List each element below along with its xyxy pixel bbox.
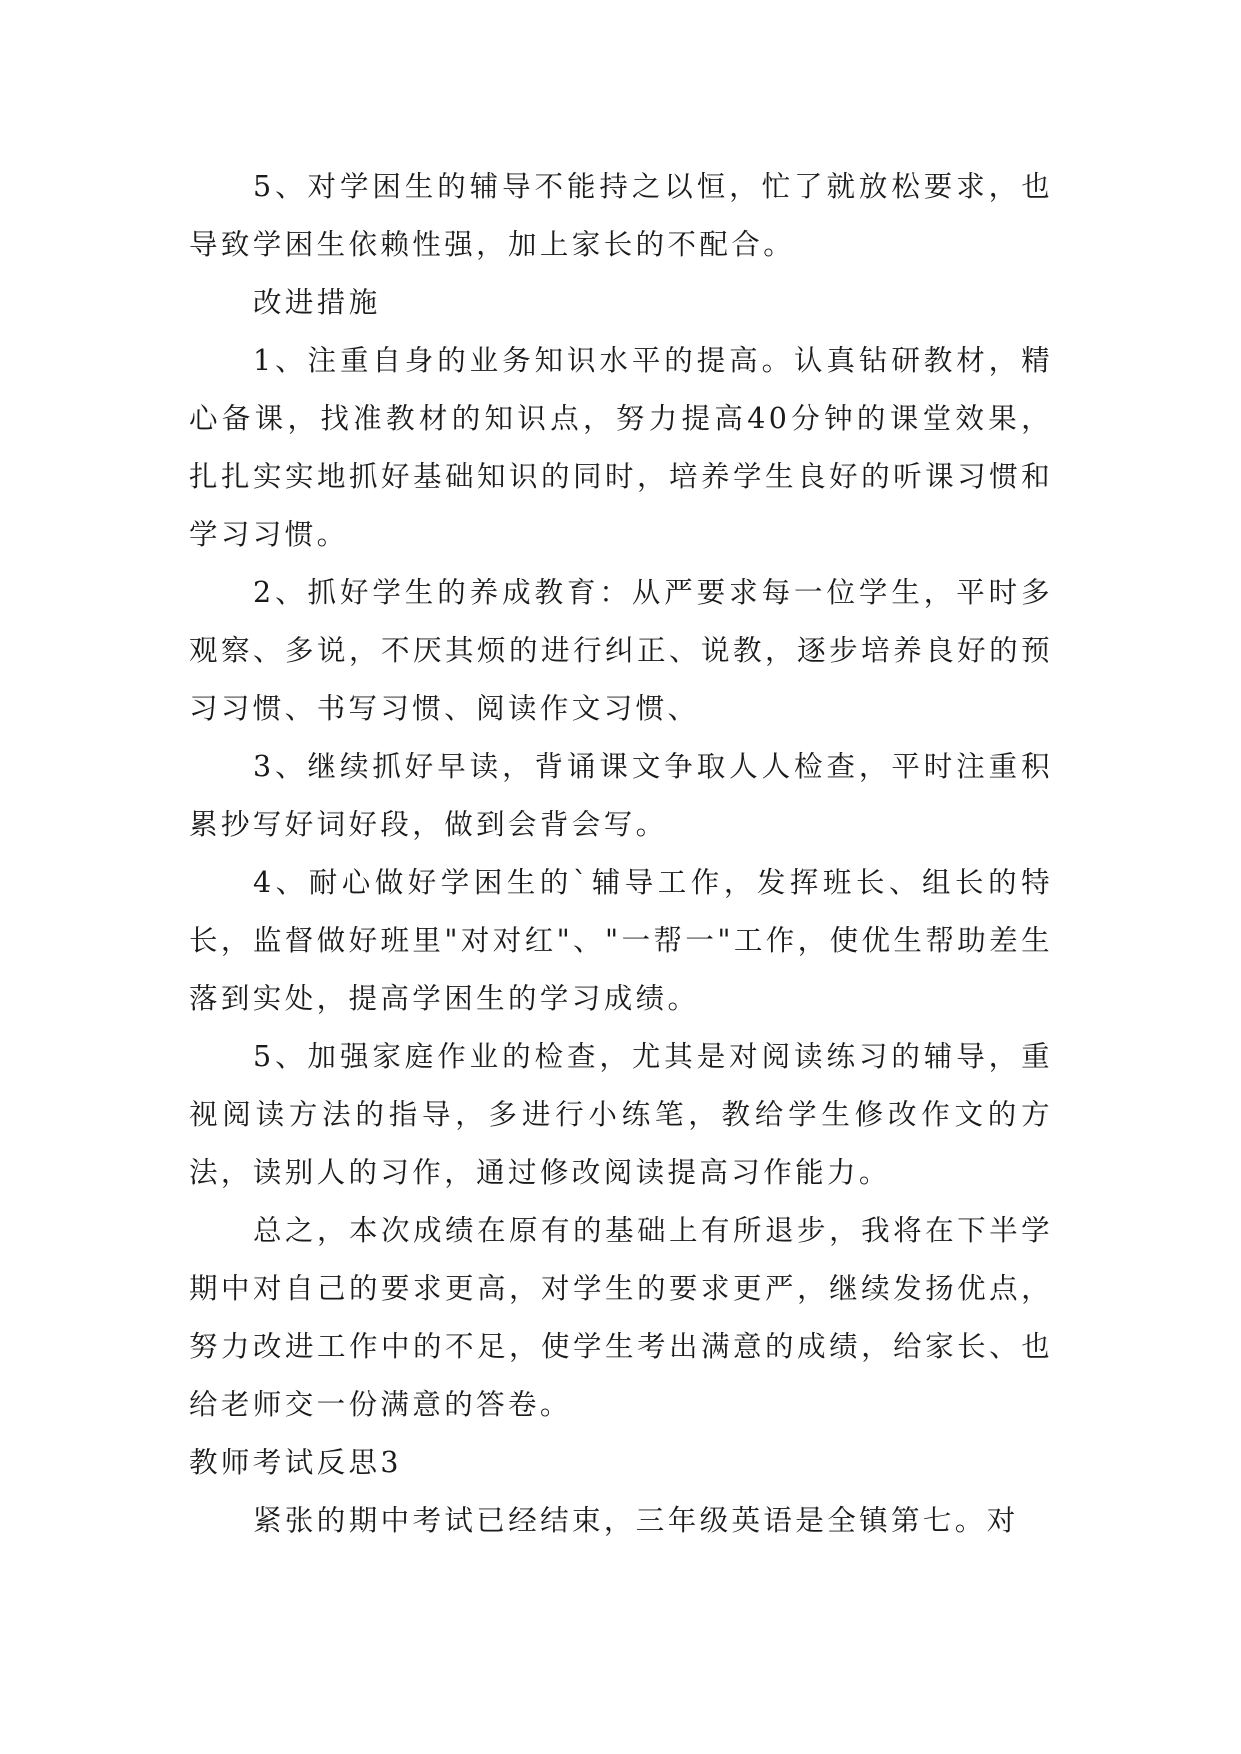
paragraph-measure-2: 2、抓好学生的养成教育：从严要求每一位学生，平时多观察、多说，不厌其烦的进行纠正、说教，逐步培养良好的预习习惯、书写习惯、阅读作文习惯、: [189, 576, 1053, 725]
section-heading-improvement-measures: 改进措施: [253, 286, 381, 319]
article-title: 教师考试反思3: [189, 1446, 402, 1479]
paragraph-conclusion: 总之，本次成绩在原有的基础上有所退步，我将在下半学期中对自己的要求更高，对学生的要求更严，继续发扬优点，努力改进工作中的不足，使学生考出满意的成绩，给家长、也给老师交一份满意的答卷。: [189, 1214, 1053, 1421]
paragraph-measure-1: 1、注重自身的业务知识水平的提高。认真钻研教材，精心备课，找准教材的知识点，努力提高40分钟的课堂效果，扎扎实实地抓好基础知识的同时，培养学生良好的听课习惯和学习习惯。: [189, 344, 1053, 551]
paragraph-tutoring-issue: 5、对学困生的辅导不能持之以恒，忙了就放松要求，也导致学困生依赖性强，加上家长的不配合。: [189, 170, 1053, 261]
document-body: [189, 158, 1053, 1550]
paragraph-intro: 紧张的期中考试已经结束，三年级英语是全镇第七。对: [253, 1504, 1019, 1537]
paragraph-measure-5: 5、加强家庭作业的检查，尤其是对阅读练习的辅导，重视阅读方法的指导，多进行小练笔，教给学生修改作文的方法，读别人的习作，通过修改阅读提高习作能力。: [189, 1040, 1053, 1189]
paragraph-measure-4: 4、耐心做好学困生的`辅导工作，发挥班长、组长的特长，监督做好班里"对对红"、"一帮一"工作，使优生帮助差生落到实处，提高学困生的学习成绩。: [189, 866, 1053, 1015]
paragraph-measure-3: 3、继续抓好早读，背诵课文争取人人检查，平时注重积累抄写好词好段，做到会背会写。: [189, 750, 1053, 841]
